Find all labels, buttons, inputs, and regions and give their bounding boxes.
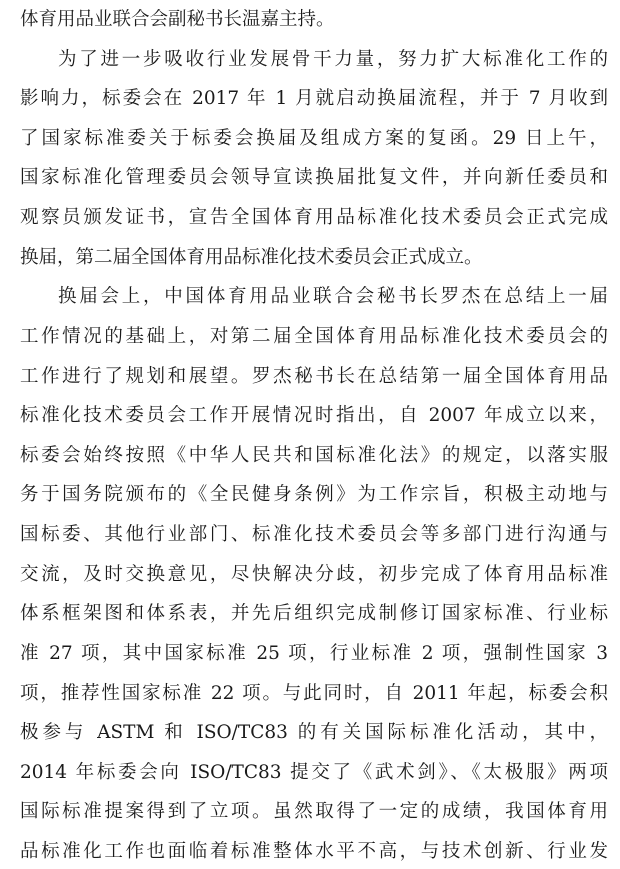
text-line: 品标准化工作也面临着标准整体水平不高，与技术创新、行业发	[20, 841, 608, 862]
text-line: 观察员颁发证书，宣告全国体育用品标准化技术委员会正式完成	[20, 207, 608, 228]
text-line: 项，推荐性国家标准 22 项。与此同时，自 2011 年起，标委会积	[20, 683, 608, 704]
text-line: 国家标准化管理委员会领导宣读换届批复文件，并向新任委员和	[20, 167, 608, 188]
text-line: 工作情况的基础上，对第二届全国体育用品标准化技术委员会的	[20, 326, 608, 347]
text-line: 影响力，标委会在 2017 年 1 月就启动换届流程，并于 7 月收到	[20, 88, 608, 109]
text-line: 标准化技术委员会工作开展情况时指出，自 2007 年成立以来，	[20, 405, 608, 426]
text-line: 体育用品业联合会副秘书长温嘉主持。	[20, 9, 335, 30]
text-line: 换届会上，中国体育用品业联合会秘书长罗杰在总结上一届	[58, 286, 608, 307]
text-line: 极参与 ASTM 和 ISO/TC83 的有关国际标准化活动，其中，	[20, 722, 608, 743]
text-line: 2014 年标委会向 ISO/TC83 提交了《武术剑》、《太极服》两项	[20, 762, 608, 783]
text-line: 了国家标准委关于标委会换届及组成方案的复函。29 日上午，	[20, 128, 608, 149]
text-line: 工作进行了规划和展望。罗杰秘书长在总结第一届全国体育用品	[20, 366, 608, 387]
text-line: 体系框架图和体系表，并先后组织完成制修订国家标准、行业标	[20, 603, 608, 624]
text-line: 为了进一步吸收行业发展骨干力量，努力扩大标准化工作的	[58, 49, 608, 70]
text-line: 国际标准提案得到了立项。虽然取得了一定的成绩，我国体育用	[20, 801, 608, 822]
text-line: 务于国务院颁布的《全民健身条例》为工作宗旨，积极主动地与	[20, 484, 608, 505]
text-line: 准 27 项，其中国家标准 25 项，行业标准 2 项，强制性国家 3	[20, 643, 608, 664]
text-line: 交流，及时交换意见，尽快解决分歧，初步完成了体育用品标准	[20, 564, 608, 585]
text-line: 国标委、其他行业部门、标准化技术委员会等多部门进行沟通与	[20, 524, 608, 545]
text-line: 换届，第二届全国体育用品标准化技术委员会正式成立。	[20, 247, 483, 268]
text-line: 标委会始终按照《中华人民共和国标准化法》的规定，以落实服	[20, 445, 608, 466]
